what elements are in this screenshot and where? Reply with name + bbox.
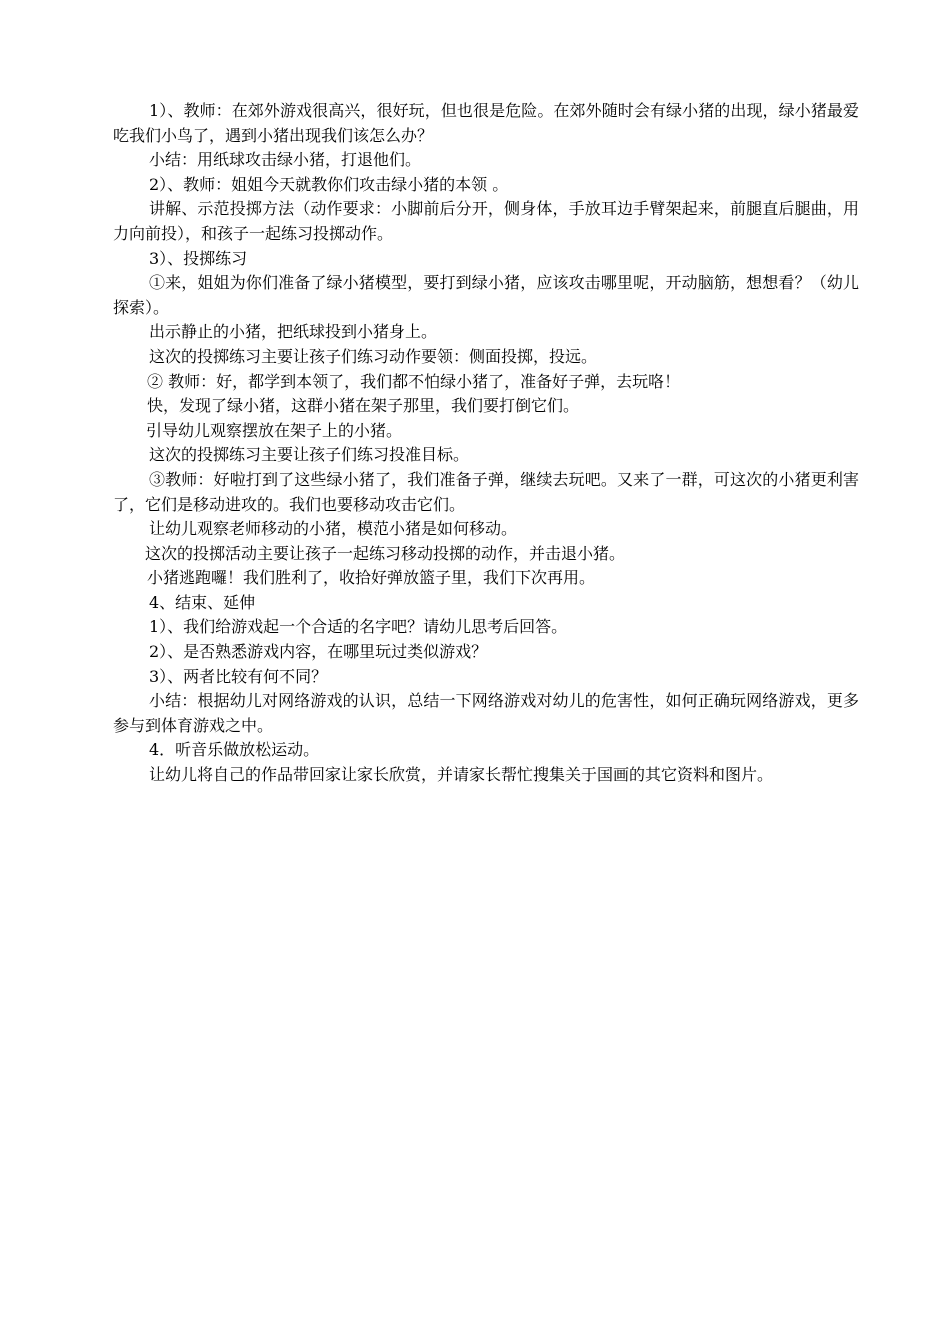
paragraph-static-pig: 出示静止的小猪，把纸球投到小猪身上。 (149, 322, 438, 342)
paragraph-observe-moving: 让幼儿观察老师移动的小猪，模范小猪是如何移动。 (149, 519, 518, 539)
paragraph-moving-throw: 这次的投掷活动主要让孩子一起练习移动投掷的动作，并击退小猪。 (145, 543, 626, 563)
paragraph-pigs-on-rack: 快，发现了绿小猪，这群小猪在架子那里，我们要打倒它们。 (147, 396, 580, 416)
document-body (113, 99, 859, 788)
paragraph-demonstration: 讲解、示范投掷方法（动作要求：小脚前后分开，侧身体，手放耳边手臂架起来，前腿直后腿曲，用力向前投），和孩子一起练习投掷动作。 (113, 199, 859, 243)
paragraph-ending-heading: 4、结束、延伸 (149, 592, 256, 612)
paragraph-observe-rack: 引导幼儿观察摆放在架子上的小猪。 (146, 420, 403, 440)
paragraph-throwing-practice-heading: 3）、投掷练习 (149, 248, 248, 268)
paragraph-summary-1: 小结：用纸球攻击绿小猪，打退他们。 (149, 150, 422, 170)
paragraph-summary-2: 小结：根据幼儿对网络游戏的认识，总结一下网络游戏对幼儿的危害性，如何正确玩网络游戏，更多参与到体育游戏之中。 (113, 691, 859, 735)
paragraph-practice-3: ③教师：好啦打到了这些绿小猪了，我们准备子弹，继续去玩吧。又来了一群，可这次的小猪更利害了，它们是移动进攻的。我们也要移动攻击它们。 (113, 469, 859, 514)
paragraph-practice-goal-2: 这次的投掷练习主要让孩子们练习投准目标。 (149, 445, 470, 465)
paragraph-homework: 让幼儿将自己的作品带回家让家长欣赏，并请家长帮忙搜集关于国画的其它资料和图片。 (149, 765, 774, 785)
paragraph-ending-1: 1）、我们给游戏起一个合适的名字吧？请幼儿思考后回答。 (149, 617, 568, 637)
paragraph-practice-1: ①来，姐姐为你们准备了绿小猪模型，要打到绿小猪，应该攻击哪里呢，开动脑筋，想想看？（幼儿探索）。 (113, 273, 859, 317)
paragraph-practice-goal-1: 这次的投掷练习主要让孩子们练习动作要领：侧面投掷，投远。 (149, 346, 598, 366)
paragraph-teacher-skill: 2）、教师：姐姐今天就教你们攻击绿小猪的本领 。 (149, 174, 509, 194)
paragraph-practice-2: ② 教师：好，都学到本领了，我们都不怕绿小猪了，准备好子弹，去玩咯！ (147, 371, 681, 391)
paragraph-relaxation: 4．听音乐做放松运动。 (149, 740, 320, 760)
paragraph-ending-3: 3）、两者比较有何不同？ (149, 666, 328, 686)
paragraph-teacher-intro: 1）、教师：在郊外游戏很高兴，很好玩，但也很是危险。在郊外随时会有绿小猪的出现，绿小猪最爱吃我们小鸟了，遇到小猪出现我们该怎么办？ (113, 101, 859, 145)
paragraph-victory: 小猪逃跑囉！我们胜利了，收拾好弹放篮子里，我们下次再用。 (147, 568, 596, 588)
paragraph-ending-2: 2）、是否熟悉游戏内容，在哪里玩过类似游戏？ (149, 642, 488, 662)
